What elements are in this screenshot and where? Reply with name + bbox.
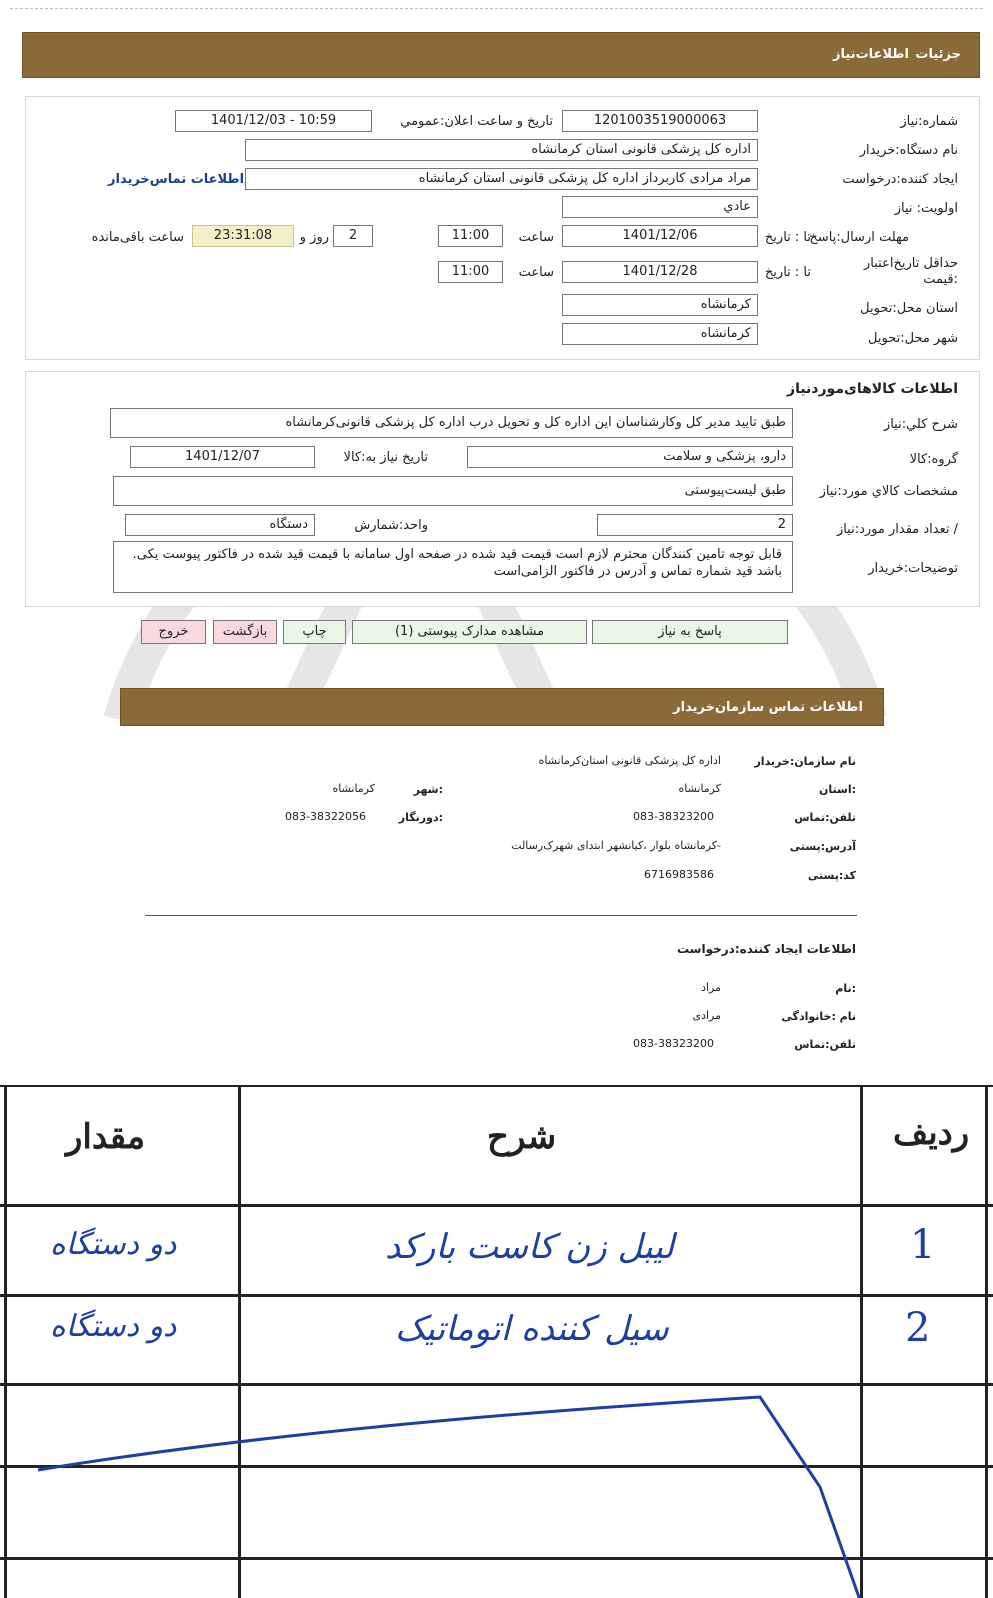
requester-name-value: مراد bbox=[701, 981, 721, 994]
need-number-field: 1201003519000063 bbox=[562, 110, 758, 132]
need-date-label: تاریخ نیاز به:کالا bbox=[343, 450, 428, 465]
validity-time-field: 11:00 bbox=[438, 261, 503, 283]
delivery-province-label: استان محل:تحویل bbox=[860, 301, 958, 316]
need-date-field: 1401/12/07 bbox=[130, 446, 315, 468]
back-button[interactable]: بازگشت bbox=[213, 620, 277, 644]
contact-divider bbox=[145, 915, 857, 916]
scan-col-qty-header: مقدار bbox=[66, 1117, 146, 1157]
announce-date-field: 1401/12/03 - 10:59 bbox=[175, 110, 372, 132]
requester-phone-label: تلفن:تماس bbox=[794, 1038, 856, 1051]
validity-time-label: ساعت bbox=[518, 265, 554, 280]
contact-phone-label: تلفن:تماس bbox=[794, 811, 856, 824]
announce-label: تاریخ و ساعت اعلان:عمومي bbox=[400, 114, 553, 129]
need-desc-label: شرح کلي:نیاز bbox=[883, 417, 958, 432]
scan-handwritten-strike bbox=[0, 1087, 993, 1598]
remaining-timer: 23:31:08 bbox=[192, 225, 294, 247]
contact-bar-title: اطلاعات تماس سازمان‌خریدار bbox=[673, 700, 863, 715]
respond-button[interactable]: پاسخ به نیاز bbox=[592, 620, 788, 644]
org-name-label: نام سازمان:خریدار bbox=[754, 755, 856, 768]
unit-label: واحد:شمارش bbox=[354, 518, 428, 533]
days-field: 2 bbox=[333, 225, 373, 247]
deadline-time-label: ساعت bbox=[518, 230, 554, 245]
requester-family-value: مرادی bbox=[692, 1009, 721, 1022]
contact-province-label: :استان bbox=[819, 783, 856, 796]
creator-field: مراد مرادی کاربرداز اداره کل پزشکی قانونی استان کرمانشاه bbox=[245, 168, 758, 190]
contact-city-value: کرمانشاه bbox=[332, 782, 375, 795]
buyer-notes-field: قابل توجه تامین کنندگان محترم لازم است قیمت قید شده در صفحه اول سامانه با قیمت قید شده در فاکتور پیوست یکی. باشد قید شماره تماس و آدرس در فاکتور الزامی‌است bbox=[113, 541, 793, 593]
scan-row-2-qty: دو دستگاه bbox=[50, 1309, 177, 1344]
scan-row-2-desc: سیل کننده اتوماتیک bbox=[395, 1309, 669, 1349]
requester-family-label: نام :خانوادگی bbox=[781, 1010, 856, 1023]
need-desc-field: طبق تایید مدیر کل وکارشناسان این اداره کل و تحویل درب اداره کل پزشکی قانونی‌کرمانشاه bbox=[110, 408, 793, 438]
contact-phone-value: 083-38323200 bbox=[633, 810, 714, 823]
scan-col-row-header: ردیف bbox=[893, 1113, 970, 1153]
contact-city-label: :شهر bbox=[413, 783, 443, 796]
org-name-value: اداره کل پزشکی قانونی استان‌کرمانشاه bbox=[538, 754, 721, 767]
requester-phone-value: 083-38323200 bbox=[633, 1037, 714, 1050]
buyer-org-label: نام دستگاه:خریدار bbox=[859, 143, 958, 158]
scan-row-1-desc: لیبل زن کاست بارکد bbox=[385, 1227, 675, 1267]
creator-label: ایجاد کننده:درخواست bbox=[842, 172, 958, 187]
print-button[interactable]: چاپ bbox=[283, 620, 346, 644]
fax-label: :دورنگار bbox=[398, 811, 443, 824]
requester-name-label: :نام bbox=[835, 982, 856, 995]
scan-row-1-qty: دو دستگاه bbox=[50, 1227, 177, 1262]
fax-value: 083-38322056 bbox=[285, 810, 366, 823]
priority-field: عادي bbox=[562, 196, 758, 218]
top-divider bbox=[10, 8, 983, 9]
goods-group-field: دارو، پزشکی و سلامت bbox=[467, 446, 793, 468]
need-number-label: شماره:نیاز bbox=[900, 114, 958, 129]
delivery-province-field: کرمانشاه bbox=[562, 294, 758, 316]
exit-button[interactable]: خروج bbox=[141, 620, 206, 644]
validity-label: حداقل تاریخ‌اعتبار :قیمت bbox=[864, 256, 958, 287]
contact-bar bbox=[120, 688, 884, 726]
contact-province-value: کرمانشاه bbox=[678, 782, 721, 795]
address-label: آدرس:پستی bbox=[789, 840, 856, 853]
goods-spec-field: طبق لیست‌پیوستی bbox=[113, 476, 793, 506]
postal-code-value: 6716983586 bbox=[644, 868, 714, 881]
quantity-field: 2 bbox=[597, 514, 793, 536]
tab-details[interactable]: جزئیات bbox=[915, 47, 961, 62]
deadline-time-field: 11:00 bbox=[438, 225, 503, 247]
deadline-date-field: 1401/12/06 bbox=[562, 225, 758, 247]
tab-need-info[interactable]: اطلاعات‌نیاز bbox=[833, 47, 909, 62]
scan-row-1-number: 1 bbox=[910, 1222, 936, 1268]
goods-group-label: گروه:کالا bbox=[909, 452, 958, 467]
validity-to-date-label: تا : تاریخ bbox=[764, 265, 811, 280]
view-attachments-button[interactable]: مشاهده مدارک پیوستی (1) bbox=[352, 620, 587, 644]
remaining-label: ساعت باقی‌مانده bbox=[91, 230, 184, 245]
days-label: روز و bbox=[299, 230, 329, 245]
buyer-org-field: اداره کل پزشکی قانونی استان کرمانشاه bbox=[245, 139, 758, 161]
scan-row-2-number: 2 bbox=[905, 1305, 931, 1351]
priority-label: اولویت: نیاز bbox=[894, 201, 958, 216]
buyer-contact-link[interactable]: اطلاعات تماس‌خریدار bbox=[108, 172, 245, 187]
buyer-notes-label: توضیحات:خریدار bbox=[868, 561, 958, 576]
scanned-attachment bbox=[0, 1085, 993, 1598]
deadline-to-date-label: تا : تاریخ bbox=[764, 230, 811, 245]
goods-spec-label: مشخصات کالاي مورد:نیاز bbox=[819, 484, 958, 499]
delivery-city-field: کرمانشاه bbox=[562, 323, 758, 345]
goods-section-title: اطلاعات کالاهای‌موردنیاز bbox=[787, 381, 958, 397]
postal-code-label: کد:پستی bbox=[807, 869, 856, 882]
validity-date-field: 1401/12/28 bbox=[562, 261, 758, 283]
unit-field: دستگاه bbox=[125, 514, 315, 536]
delivery-city-label: شهر محل:تحویل bbox=[868, 331, 958, 346]
address-value: -کرمانشاه بلوار ،کیانشهر ابتدای شهرک‌رسالت bbox=[511, 839, 721, 852]
quantity-label: / تعداد مقدار مورد:نیاز bbox=[836, 522, 958, 537]
requester-title: اطلاعات ایجاد کننده:درخواست bbox=[676, 942, 856, 956]
header-bar bbox=[22, 32, 980, 78]
scan-col-desc-header: شرح bbox=[487, 1117, 557, 1157]
deadline-label: مهلت ارسال:پاسخ bbox=[809, 230, 909, 245]
